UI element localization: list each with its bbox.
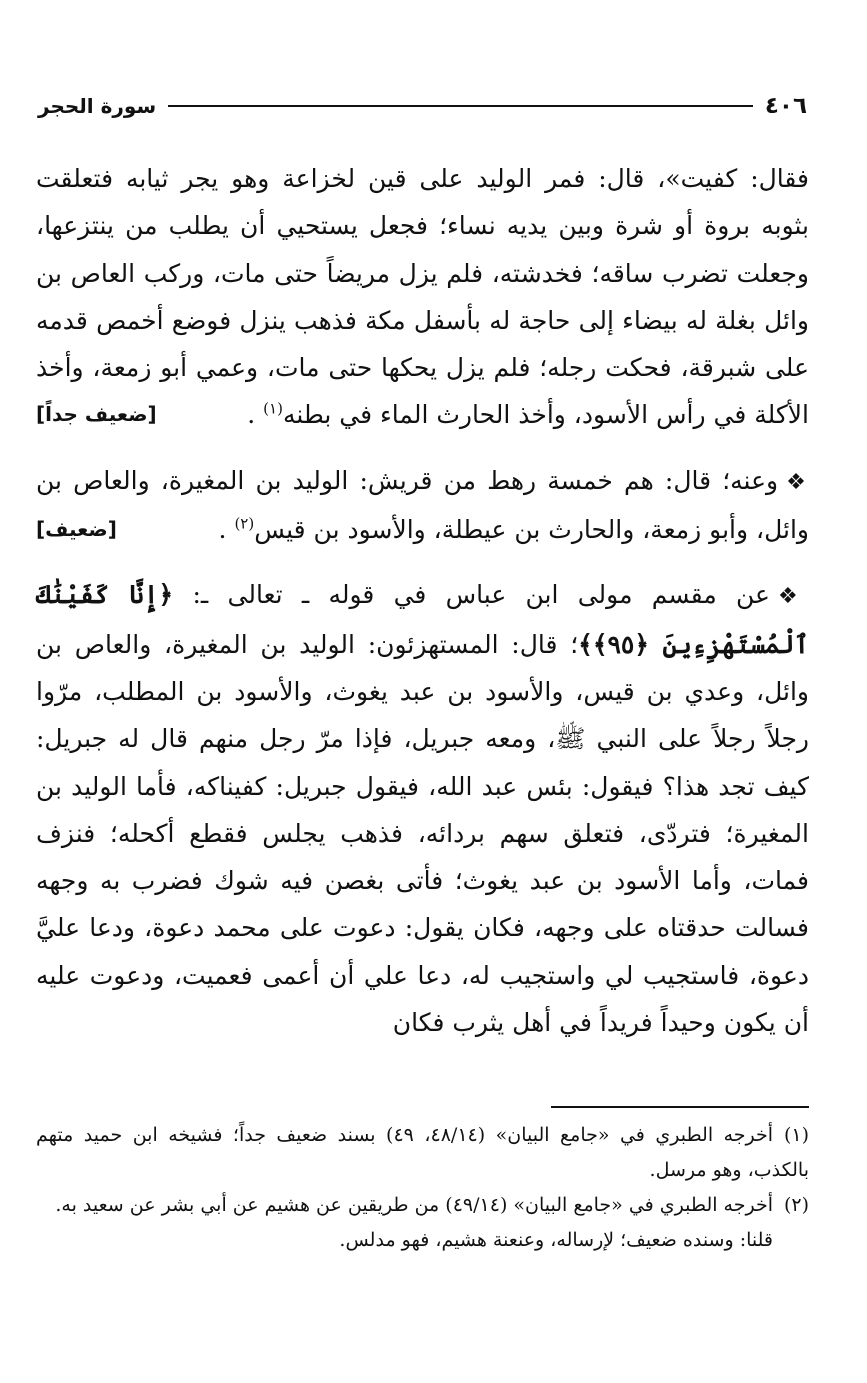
footnote-ref: (٢) (234, 514, 255, 533)
paragraph-text: ؛ قال: المستهزئون: الوليد بن المغيرة، والعاص بن وائل، وعدي بن قيس، والأسود بن عبد يغوث، والأسود بن المطلب، مرّوا رجلاً رجلاً على النبي ﷺ، ومعه جبريل، فإذا مرّ رجل منهم قال له جبريل: كيف تجد هذا؟ فيقول: بئس عبد الله، فيقول جبريل: كفيناكه، فأما الوليد بن المغيرة؛ فتردّى، فتعلق سهم بردائه، فذهب يجلس فقطع أكحله؛ فنزف فمات، وأما الأسود بن عبد يغوث؛ فأتى بغصن فيه شوك فضرب به وجهه فسالت حدقتاه على وجهه، فكان يقول: دعوت على محمد دعوة، ودعا عليَّ دعوة، فاستجيب لي واستجيب له، دعا علي أن أعمى فعميت، ودعوت عليه أن يكون وحيداً فريداً في أهل يثرب فكان (36, 629, 809, 1038)
page-number: ٤٠٦ (764, 93, 807, 119)
page-header (38, 86, 807, 126)
footnote-2 (36, 1188, 809, 1223)
bullet-icon: ❖ (777, 584, 809, 610)
footnotes (36, 1118, 809, 1258)
paragraph-1 (36, 155, 809, 439)
grade-label: [ضعيف جداً] (36, 402, 157, 427)
sentence-end: . (247, 400, 264, 430)
paragraph-intro: عن مقسم مولى ابن عباس في قوله ـ تعالى ـ: (173, 580, 770, 610)
header-rule (168, 105, 753, 107)
paragraph-text: وعنه؛ قال: هم خمسة رهط من قريش: الوليد بن المغيرة، والعاص بن وائل، وأبو زمعة، والحارث بن عيطلة، والأسود بن قيس (36, 465, 809, 545)
footnote-1 (36, 1118, 809, 1188)
footnote-divider (551, 1106, 809, 1108)
bullet-icon: ❖ (786, 469, 809, 495)
paragraph-2 (36, 457, 809, 554)
footnote-number: (٢) (783, 1194, 809, 1216)
sentence-end: . (218, 515, 235, 545)
grade-label: [ضعيف] (36, 517, 117, 542)
paragraph-text: فقال: كفيت»، قال: فمر الوليد على قين لخزاعة وهو يجر ثيابه فتعلقت بثوبه بروة أو شرة وبين يديه نساء؛ فجعل يستحيي أن يطلب من ينتزعها، وجعلت تضرب ساقه؛ فخدشته، فلم يزل مريضاً حتى مات، وركب العاص بن وائل بغلة له بيضاء إلى حاجة له بأسفل مكة فذهب ينزل فوضع أخمص قدمه على شبرقة، فحكت رجله؛ فلم يزل يحكها حتى مات، وعمي أبو زمعة، وأخذ الأكلة في رأس الأسود، وأخذ الحارث الماء في بطنه (36, 164, 809, 430)
footnote-text: أخرجه الطبري في «جامع البيان» (٤٨/١٤، ٤٩) بسند ضعيف جداً؛ فشيخه ابن حميد متهم بالكذب، وهو مرسل. (36, 1124, 809, 1181)
surah-title: سورة الحجر (38, 94, 157, 118)
paragraph-3 (36, 571, 809, 1046)
footnote-text: أخرجه الطبري في «جامع البيان» (٤٩/١٤) من طريقين عن هشيم عن أبي بشر عن سعيد به. (55, 1194, 773, 1216)
main-text (36, 155, 809, 1046)
footnote-ref: (١) (263, 400, 283, 419)
footnote-number: (١) (783, 1124, 810, 1146)
footnote-2-note: قلنا: وسنده ضعيف؛ لإرساله، وعنعنة هشيم، فهو مدلس. (339, 1229, 773, 1251)
quran-verse: ﴿إِنَّا كَفَيْنَٰكَ ٱلْمُسْتَهْزِءِينَ ﴿٩٥﴾﴾ (36, 580, 809, 659)
